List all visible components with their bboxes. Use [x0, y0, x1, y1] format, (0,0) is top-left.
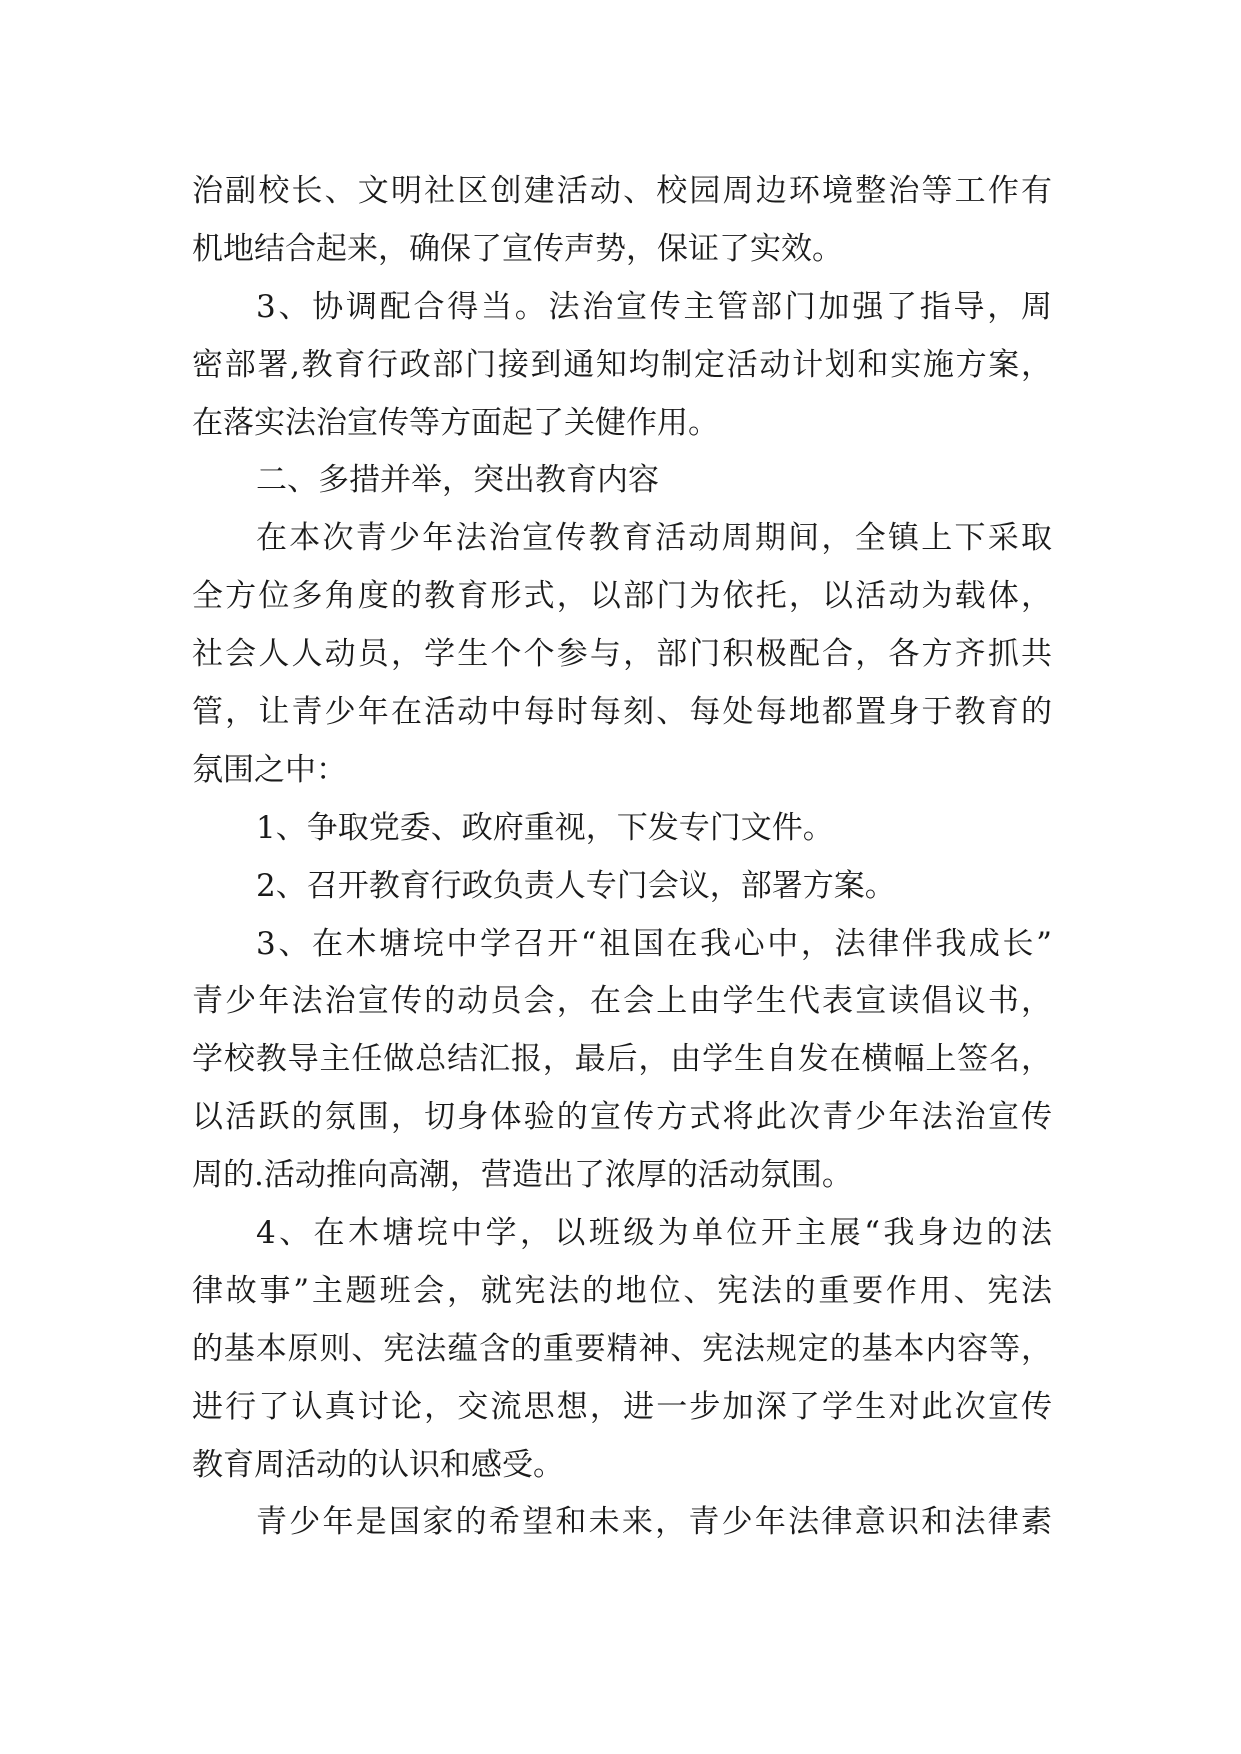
- text-line: 在本次青少年法治宣传教育活动周期间，全镇上下采取: [256, 520, 1052, 557]
- text-line: 教育周活动的认识和感受。: [192, 1446, 564, 1483]
- text-line: 密部署,教育行政部门接到通知均制定活动计划和实施方案，: [192, 346, 1052, 383]
- text-line: 学校教导主任做总结汇报，最后，由学生自发在横幅上签名，: [192, 1041, 1052, 1078]
- text-line: 3、协调配合得当。法治宣传主管部门加强了指导，周: [256, 288, 1052, 325]
- text-line: 社会人人动员，学生个个参与，部门积极配合，各方齐抓共: [192, 636, 1052, 673]
- list-item: 2、召开教育行政负责人专门会议，部署方案。: [256, 867, 896, 904]
- text-line: 全方位多角度的教育形式，以部门为依托，以活动为载体，: [192, 578, 1052, 615]
- text-line: 青少年法治宣传的动员会，在会上由学生代表宣读倡议书，: [192, 983, 1052, 1020]
- text-line: 周的.活动推向高潮，营造出了浓厚的活动氛围。: [192, 1157, 853, 1194]
- section-heading: 二、多措并举，突出教育内容: [256, 462, 659, 499]
- text-line: 律故事”主题班会，就宪法的地位、宪法的重要作用、宪法: [192, 1272, 1052, 1309]
- text-line: 管，让青少年在活动中每时每刻、每处每地都置身于教育的: [192, 694, 1052, 731]
- text-line: 的基本原则、宪法蕴含的重要精神、宪法规定的基本内容等，: [192, 1330, 1052, 1367]
- list-item: 4、在木塘垸中学，以班级为单位开主展“我身边的法: [256, 1215, 1052, 1252]
- text-line: 氛围之中：: [192, 751, 347, 788]
- list-item: 1、争取党委、政府重视，下发专门文件。: [256, 809, 834, 846]
- text-line: 以活跃的氛围，切身体验的宣传方式将此次青少年法治宣传: [192, 1099, 1052, 1136]
- text-line: 在落实法治宣传等方面起了关健作用。: [192, 404, 719, 441]
- text-line: 机地结合起来，确保了宣传声势，保证了实效。: [192, 230, 843, 267]
- list-item: 3、在木塘垸中学召开“祖国在我心中，法律伴我成长”: [256, 925, 1052, 962]
- text-line: 青少年是国家的希望和未来，青少年法律意识和法律素: [256, 1504, 1052, 1541]
- text-line: 进行了认真讨论，交流思想，进一步加深了学生对此次宣传: [192, 1388, 1052, 1425]
- document-body: [192, 163, 1052, 1552]
- text-line: 治副校长、文明社区创建活动、校园周边环境整治等工作有: [192, 173, 1052, 209]
